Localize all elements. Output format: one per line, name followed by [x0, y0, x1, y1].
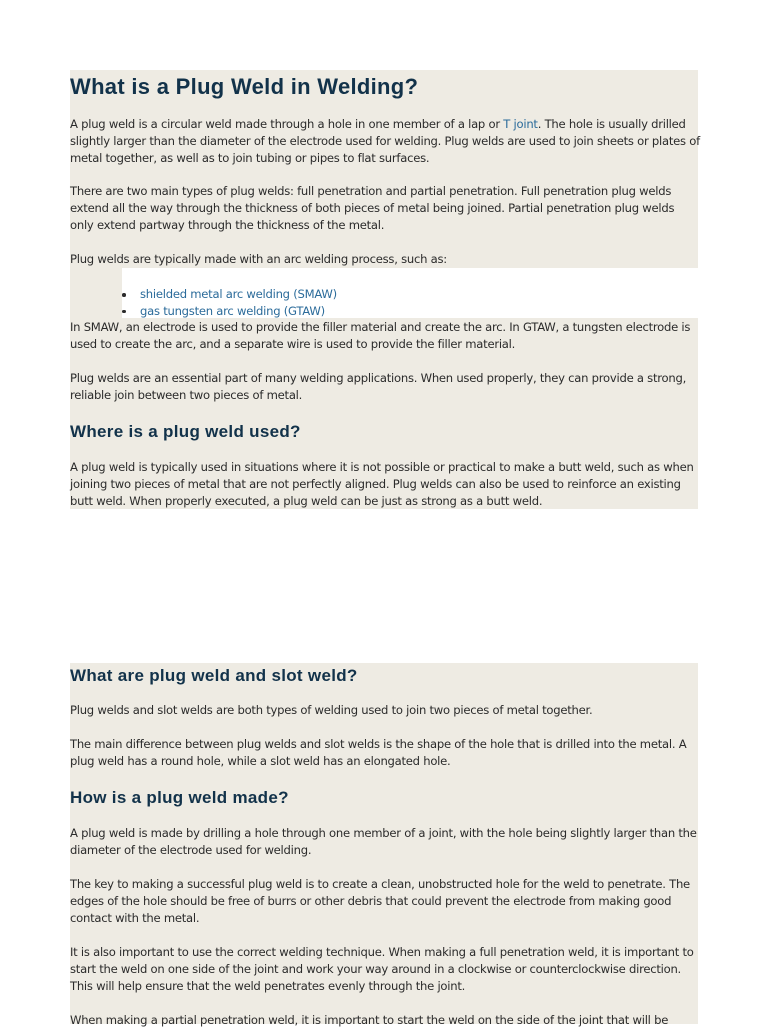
process-intro-paragraph: Plug welds are typically made with an arc welding process, such as:	[70, 252, 447, 266]
how-paragraph-1: A plug weld is made by drilling a hole through one member of a joint, with the hole being slightly larger than the diameter of the electrode used for welding.	[70, 826, 697, 857]
list-item	[70, 286, 337, 303]
summary-paragraph: Plug welds are an essential part of many welding applications. When used properly, they can provide a strong, reliable join between two pieces of metal.	[70, 371, 687, 402]
how-paragraph-2: The key to making a successful plug weld is to create a clean, unobstructed hole for the weld to penetrate. The edges of the hole should be free of burrs or other debris that could prevent the electrode from making good contact with the metal.	[70, 877, 690, 925]
how-paragraph-4: When making a partial penetration weld, it is important to start the weld on the side of the joint that will be	[70, 1013, 669, 1027]
slot-weld-heading: What are plug weld and slot weld?	[70, 666, 358, 685]
list-item	[70, 303, 337, 320]
t-joint-link[interactable]: T joint	[503, 117, 538, 131]
how-paragraph-3: It is also important to use the correct welding technique. When making a full penetration weld, it is important to start the weld on one side of the joint and work your way around in a clockwise or counterclockwise direction. This will help ensure that the weld penetrates evenly through the joint.	[70, 945, 694, 993]
where-paragraph: A plug weld is typically used in situations where it is not possible or practical to make a butt weld, such as when joining two pieces of metal that are not perfectly aligned. Plug welds can also be used to reinforce an existing butt weld. When properly executed, a plug weld can be just as strong as a butt weld.	[70, 460, 694, 508]
smaw-link[interactable]: shielded metal arc welding (SMAW)	[140, 287, 337, 301]
intro-text-before: A plug weld is a circular weld made through a hole in one member of a lap or	[70, 117, 504, 131]
intro-text-after: . The hole is usually drilled slightly larger than the diameter of the electrode used for welding. Plug welds are used to join sheets or plates of metal together, as well as to join tubing or pipes to flat surfaces.	[70, 117, 700, 165]
article-block-1	[70, 70, 698, 509]
types-paragraph: There are two main types of plug welds: full penetration and partial penetration. Full penetration plug welds extend all the way through the thickness of both pieces of metal being joined. Partial penetration plug welds only extend partway through the thickness of the metal.	[70, 184, 675, 232]
slot-paragraph-2: The main difference between plug welds and slot welds is the shape of the hole that is drilled into the metal. A plug weld has a round hole, while a slot weld has an elongated hole.	[70, 737, 687, 768]
process-list	[70, 286, 337, 320]
how-heading: How is a plug weld made?	[70, 788, 289, 807]
process-explanation-paragraph: In SMAW, an electrode is used to provide the filler material and create the arc. In GTAW, a tungsten electrode is used to create the arc, and a separate wire is used to provide the filler material.	[70, 320, 691, 351]
article-block-2	[70, 663, 698, 1027]
intro-paragraph	[70, 116, 700, 166]
page-title: What is a Plug Weld in Welding?	[70, 74, 419, 99]
slot-paragraph-1: Plug welds and slot welds are both types of welding used to join two pieces of metal together.	[70, 703, 593, 717]
gtaw-link[interactable]: gas tungsten arc welding (GTAW)	[140, 303, 325, 318]
where-heading: Where is a plug weld used?	[70, 422, 301, 441]
